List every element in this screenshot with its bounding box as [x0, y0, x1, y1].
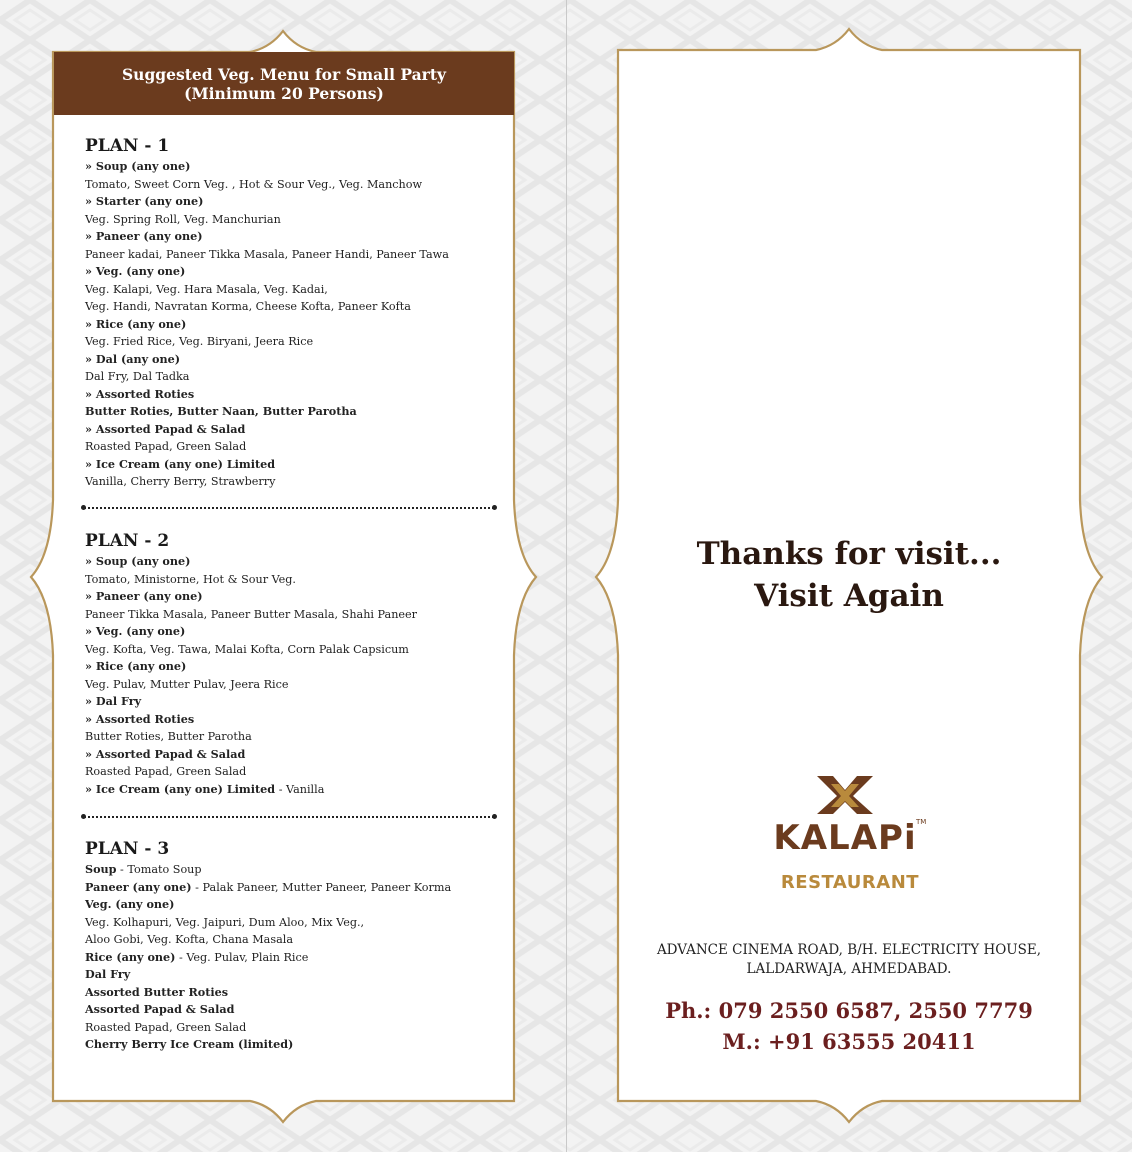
menu-items: Veg. Pulav, Mutter Pulav, Jeera Rice — [85, 677, 289, 691]
plan-title: PLAN - 1 — [85, 136, 170, 156]
menu-category: » Dal Fry — [85, 694, 142, 708]
menu-line — [85, 553, 417, 571]
menu-line — [85, 176, 449, 194]
mobile-number: M.: +91 63555 20411 — [722, 1029, 976, 1054]
menu-line — [85, 931, 451, 949]
plan-title: PLAN - 3 — [85, 839, 170, 859]
menu-line — [85, 281, 449, 299]
menu-line — [85, 746, 417, 764]
address — [618, 941, 1080, 979]
menu-header-band — [54, 52, 514, 115]
menu-items: Veg. Handi, Navratan Korma, Cheese Kofta, Paneer Kofta — [85, 300, 411, 313]
menu-line — [85, 728, 417, 746]
menu-category: Assorted Butter Roties — [85, 984, 229, 999]
menu-line — [85, 606, 417, 624]
menu-line — [85, 949, 451, 967]
menu-line — [85, 693, 417, 711]
menu-line — [85, 193, 449, 211]
menu-category: Cherry Berry Ice Cream (limited) — [85, 1037, 294, 1051]
menu-category: » Ice Cream (any one) Limited — [85, 456, 276, 471]
menu-category: » Starter (any one) — [85, 194, 204, 208]
menu-line — [85, 298, 449, 316]
menu-items: Dal Fry, Dal Tadka — [85, 370, 190, 383]
menu-category: » Assorted Papad & Salad — [85, 421, 246, 436]
thanks-line: Thanks for visit... — [696, 536, 1002, 572]
menu-items: Aloo Gobi, Veg. Kofta, Chana Masala — [85, 933, 294, 946]
address-line-2: LALDARWAJA, AHMEDABAD. — [746, 961, 952, 977]
menu-line — [85, 763, 417, 781]
menu-items: Vanilla, Cherry Berry, Strawberry — [85, 475, 276, 488]
menu-items: Roasted Papad, Green Salad — [85, 440, 247, 453]
menu-category: » Assorted Roties — [85, 386, 195, 401]
plan-divider — [84, 507, 494, 509]
menu-category: Assorted Papad & Salad — [85, 1002, 235, 1016]
menu-line — [85, 571, 417, 589]
menu-line — [85, 623, 417, 641]
menu-category: Rice (any one) — [85, 949, 176, 964]
menu-category: » Paneer (any one) — [85, 229, 203, 243]
menu-line — [85, 386, 449, 404]
menu-line — [85, 263, 449, 281]
menu-items: - Vanilla — [275, 782, 325, 796]
menu-items: Roasted Papad, Green Salad — [85, 1020, 247, 1034]
menu-line — [85, 879, 451, 897]
menu-category: » Dal (any one) — [85, 351, 181, 366]
menu-line — [85, 1036, 451, 1054]
thanks-message — [618, 533, 1080, 617]
menu-category: Soup — [85, 862, 117, 876]
contact-numbers — [618, 995, 1080, 1057]
menu-category: » Veg. (any one) — [85, 264, 186, 278]
menu-line — [85, 158, 449, 176]
menu-line — [85, 1001, 451, 1019]
menu-items: Veg. Fried Rice, Veg. Biryani, Jeera Rice — [85, 335, 314, 348]
menu-items: Veg. Kalapi, Veg. Hara Masala, Veg. Kadai, — [85, 282, 328, 296]
menu-items: Veg. Spring Roll, Veg. Manchurian — [85, 212, 281, 226]
menu-items: - Palak Paneer, Mutter Paneer, Paneer Korma — [191, 880, 452, 894]
logo-wordmark: KALAPi — [773, 818, 917, 858]
menu-items: Tomato, Ministorne, Hot & Sour Veg. — [85, 572, 296, 586]
menu-category: Dal Fry — [85, 967, 131, 981]
menu-category: » Soup (any one) — [85, 554, 191, 568]
double-chevron-x-icon — [815, 774, 875, 816]
menu-items: Butter Roties, Butter Parotha — [85, 730, 252, 743]
menu-line — [85, 861, 451, 879]
menu-line — [85, 641, 417, 659]
menu-category: » Soup (any one) — [85, 159, 191, 173]
phone-number: Ph.: 079 2550 6587, 2550 7779 — [665, 998, 1033, 1023]
menu-items: - Tomato Soup — [116, 863, 202, 876]
menu-items: Veg. Kofta, Veg. Tawa, Malai Kofta, Corn Palak Capsicum — [85, 642, 409, 656]
menu-line — [85, 246, 449, 264]
menu-line — [85, 351, 449, 369]
logo-subtitle: RESTAURANT — [780, 872, 920, 893]
menu-line — [85, 438, 449, 456]
address-line-1: ADVANCE CINEMA ROAD, B/H. ELECTRICITY HOUSE, — [656, 942, 1042, 958]
menu-line — [85, 421, 449, 439]
menu-category: » Paneer (any one) — [85, 589, 203, 603]
kalapi-logo — [770, 774, 930, 899]
menu-line — [85, 781, 417, 799]
menu-category: » Assorted Roties — [85, 711, 195, 726]
menu-line — [85, 1019, 451, 1037]
menu-line — [85, 914, 451, 932]
plan-2 — [85, 530, 417, 798]
menu-line — [85, 456, 449, 474]
menu-line — [85, 588, 417, 606]
menu-line — [85, 333, 449, 351]
plan-1 — [85, 135, 449, 491]
menu-items: Paneer Tikka Masala, Paneer Butter Masala, Shahi Paneer — [85, 607, 418, 621]
menu-items: Paneer kadai, Paneer Tikka Masala, Paneer Handi, Paneer Tawa — [85, 247, 449, 261]
menu-items: Roasted Papad, Green Salad — [85, 765, 247, 778]
menu-line — [85, 658, 417, 676]
menu-category: » Rice (any one) — [85, 659, 187, 673]
menu-header-title: Suggested Veg. Menu for Small Party — [121, 64, 447, 84]
menu-items: - Veg. Pulav, Plain Rice — [175, 950, 309, 964]
menu-line — [85, 966, 451, 984]
menu-line — [85, 676, 417, 694]
menu-line — [85, 316, 449, 334]
menu-category: Veg. (any one) — [85, 897, 175, 911]
trademark-mark: TM — [916, 818, 927, 826]
plan-divider — [84, 816, 494, 818]
menu-category: » Rice (any one) — [85, 316, 187, 331]
menu-category: Paneer (any one) — [85, 879, 192, 894]
menu-line — [85, 368, 449, 386]
menu-category: » Veg. (any one) — [85, 624, 186, 638]
menu-items: Tomato, Sweet Corn Veg. , Hot & Sour Veg., Veg. Manchow — [85, 177, 423, 191]
menu-category: Butter Roties, Butter Naan, Butter Parotha — [85, 404, 357, 418]
plan-title: PLAN - 2 — [85, 531, 170, 551]
menu-category: » Ice Cream (any one) Limited — [85, 781, 276, 796]
menu-category: » Assorted Papad & Salad — [85, 746, 246, 761]
menu-line — [85, 711, 417, 729]
visit-again-line: Visit Again — [754, 578, 944, 614]
menu-items: Veg. Kolhapuri, Veg. Jaipuri, Dum Aloo, Mix Veg., — [85, 915, 365, 929]
menu-header-subtitle: (Minimum 20 Persons) — [184, 83, 384, 103]
plan-3 — [85, 838, 451, 1054]
menu-line — [85, 211, 449, 229]
menu-line — [85, 984, 451, 1002]
menu-line — [85, 896, 451, 914]
menu-line — [85, 403, 449, 421]
menu-line — [85, 473, 449, 491]
menu-line — [85, 228, 449, 246]
